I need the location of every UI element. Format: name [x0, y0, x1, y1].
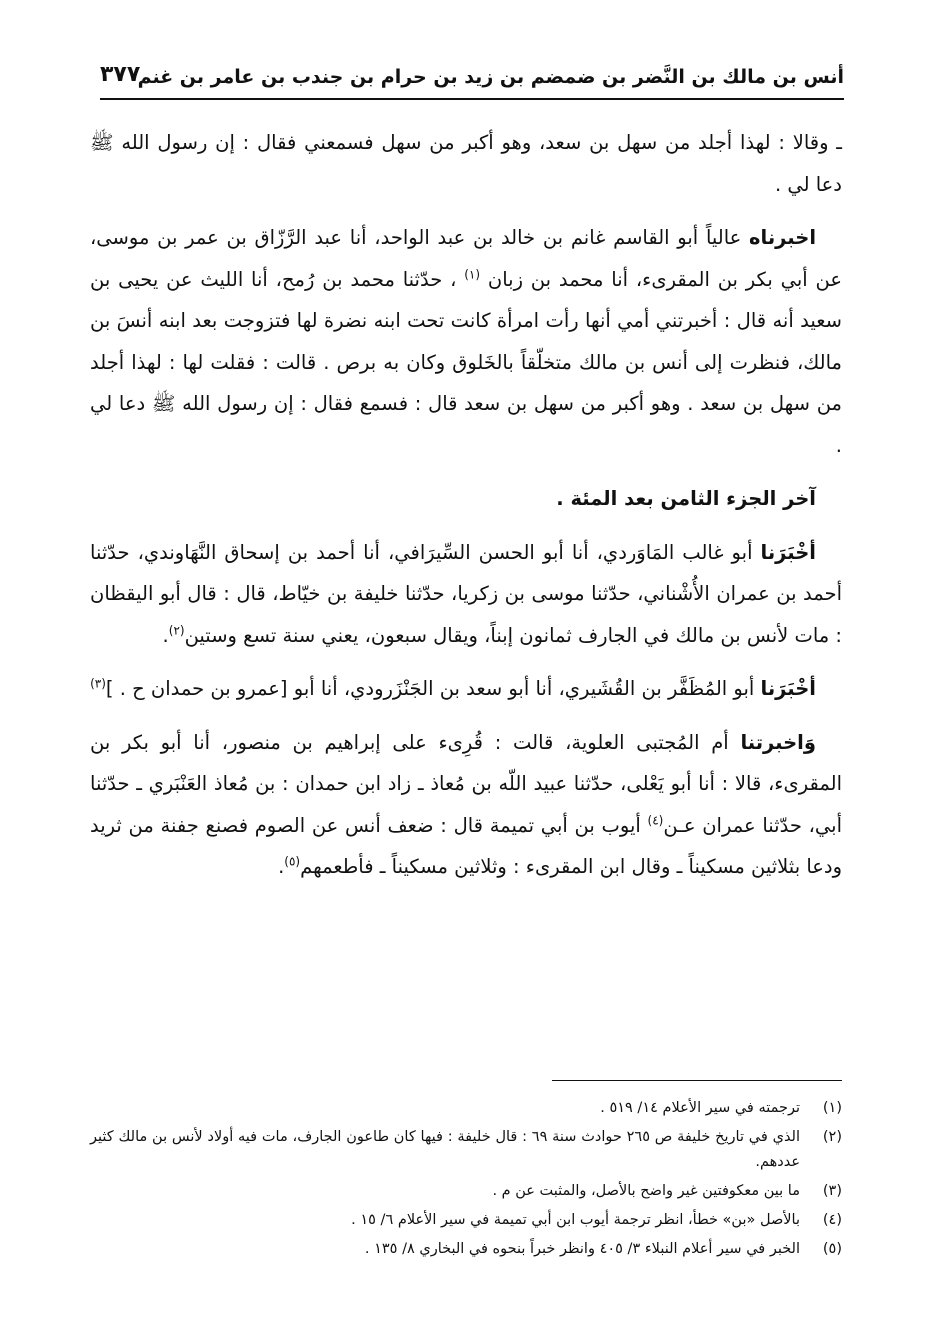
footnote-number: (٤)	[822, 1212, 842, 1228]
paragraph-5-keyword: وَاخبرتنا	[740, 730, 816, 754]
footnote-ref-4: (٤)	[647, 813, 664, 827]
footnote-item	[90, 1179, 842, 1204]
paragraph-3	[90, 532, 842, 657]
paragraph-1-text: ـ وقالا : لهذا أجلد من سهل بن سعد، وهو أكبر من سهل فسمعني فقال : إن رسول الله ﷺ دعا لي .	[90, 131, 842, 196]
page-header	[100, 58, 844, 100]
footnote-number: (١)	[822, 1100, 842, 1116]
section-end-note: آخر الجزء الثامن بعد المئة .	[556, 487, 816, 510]
paragraph-2-keyword: اخبرناه	[749, 226, 816, 249]
footnote-text: بالأصل «بن» خطأ، انظر ترجمة أيوب ابن أبي تميمة في سير الأعلام ٦/ ١٥ .	[351, 1212, 800, 1228]
footnote-ref-3: (٣)	[90, 676, 106, 691]
paragraph-2-text-b: ، حدّثنا محمد بن رُمح، أنا الليث عن يحيى بن سعيد أنه قال : أخبرتني أمي أنها رأت امرأة كانت تحت ابنه نضرة لها فتزوجت بعد ابنه أنسَ بن مالك، فنظرت إلى أنس بن مالك متخلّقاً بالخَلوق وكان به برص . قالت : فقلت لها : لهذا أجلد من سهل بن سعد . وهو أكبر من سهل بن سعد قال : فسمع فقال : إن رسول الله ﷺ دعا لي .	[90, 267, 842, 457]
running-title: أنس بن مالك بن النَّضر بن ضمضم بن زيد بن حرام بن جندب بن عامر بن غنم	[137, 66, 844, 88]
paragraph-2	[90, 217, 842, 466]
paragraph-5-text-b: أيوب بن أبي تميمة قال : ضعف أنس عن الصوم فصنع جفنة من ثريد ودعا بثلاثين مسكيناً ـ وقال ابن المقرىء : وثلاثين مسكيناً ـ فأطعمهم	[90, 813, 842, 878]
paragraph-2-text-a: عالياً أبو القاسم غانم بن خالد بن عبد الواحد، أنا عبد الرَّزّاق بن عمر بن موسى، عن أبي بكر بن المقرىء، أنا محمد بن زبان	[90, 226, 842, 291]
footnotes	[90, 1096, 842, 1266]
footnote-number: (٣)	[822, 1183, 842, 1199]
footnote-item	[90, 1125, 842, 1175]
paragraph-4	[90, 668, 842, 710]
paragraph-3-text-a: أبو غالب المَاوَردي، أنا أبو الحسن السِّيرَافي، أنا أحمد بن إسحاق النَّهَاوندي، حدّثنا أحمد بن عمران الأُشْناني، حدّثنا موسى بن زكريا، حدّثنا خليفة بن خيّاط، قال : قال أبو اليقظان : مات لأنس بن مالك في الجارف ثمانون إبناً، ويقال سبعون، يعني سنة تسع وستين	[90, 540, 842, 647]
footnote-number: (٥)	[822, 1241, 842, 1257]
paragraph-4-keyword: أخْبَرَنا	[760, 677, 816, 700]
footnote-item	[90, 1096, 842, 1121]
footnote-text: ترجمته في سير الأعلام ١٤/ ٥١٩ .	[600, 1100, 800, 1116]
paragraph-3-text-b: .	[162, 623, 169, 647]
main-text	[90, 122, 842, 900]
footnote-ref-1: (١)	[464, 267, 481, 281]
footnote-text: الذي في تاريخ خليفة ص ٢٦٥ حوادث سنة ٦٩ : قال خليفة : فيها كان طاعون الجارف، مات فيه أولاد لأنس بن مالك كثير عددهم.	[90, 1129, 801, 1170]
paragraph-4-text: أبو المُظَفَّر بن القُشَيري، أنا أبو سعد بن الجَنْزَرودي، أنا أبو [عمرو بن حمدان ح . ]	[105, 677, 761, 700]
footnote-number: (٢)	[822, 1129, 842, 1145]
paragraph-5	[90, 722, 842, 888]
footnote-ref-2: (٢)	[168, 623, 185, 637]
footnote-item	[90, 1237, 842, 1262]
paragraph-1	[90, 122, 842, 205]
footnote-text: ما بين معكوفتين غير واضح بالأصل، والمثبت عن م .	[492, 1183, 800, 1199]
page-number: ٣٧٧	[100, 62, 141, 87]
footnote-divider	[552, 1080, 842, 1081]
footnote-ref-5: (٥)	[284, 854, 301, 869]
footnote-item	[90, 1208, 842, 1233]
paragraph-3-keyword: أخْبَرَنا	[760, 540, 816, 564]
paragraph-5-text-a: أم المُجتبى العلوية، قالت : قُرِىء على إبراهيم بن منصور، أنا أبو بكر بن المقرىء، قالا : أنا أبو يَعْلى، حدّثنا عبيد اللّه بن مُعاذ ـ زاد ابن حمدان : بن مُعاذ العَنْبَري ـ حدّثنا أبي، حدّثنا عمران عـن	[90, 730, 842, 837]
footnote-text: الخبر في سير أعلام النبلاء ٣/ ٤٠٥ وانظر خبراً بنحوه في البخاري ٨/ ١٣٥ .	[364, 1241, 800, 1257]
paragraph-5-text-c: .	[278, 855, 285, 878]
